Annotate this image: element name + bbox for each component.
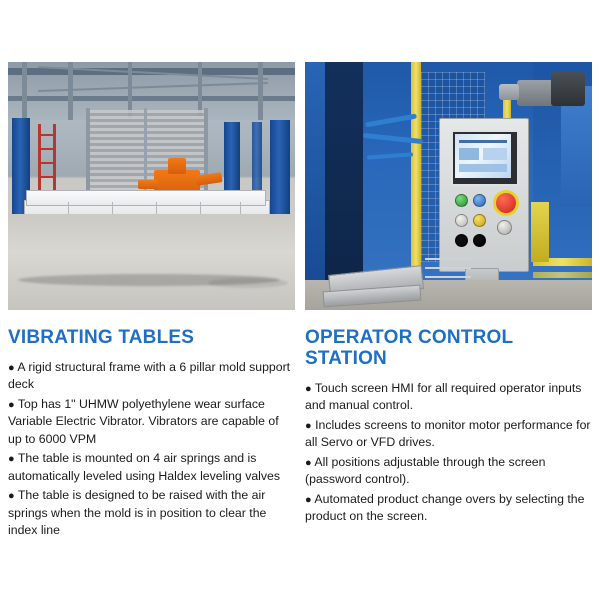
operator-control-station-photo [305, 62, 592, 310]
column-operator-control-station [305, 62, 592, 541]
bullet-icon: ● [8, 398, 15, 411]
list-item-text: A rigid structural frame with a 6 pillar mold support deck [8, 359, 291, 392]
list-item-text: All positions adjustable through the screen (password control). [305, 454, 546, 487]
bullet-icon: ● [305, 456, 312, 469]
list-item [8, 487, 295, 539]
bullet-icon: ● [305, 493, 312, 506]
bullet-icon: ● [8, 453, 15, 466]
list-item-text: Automated product change overs by selecting the product on the screen. [305, 491, 585, 523]
list-item [8, 450, 295, 485]
list-item [305, 380, 592, 415]
list-item [8, 359, 295, 394]
list-item [8, 396, 295, 448]
vibrating-tables-photo [8, 62, 295, 310]
list-item [305, 491, 592, 526]
bullet-icon: ● [8, 490, 15, 503]
list-item-text: Includes screens to monitor motor performance for all Servo or VFD drives. [305, 417, 591, 450]
bullet-list-operator-control-station [305, 380, 592, 526]
column-vibrating-tables [8, 62, 295, 541]
list-item-text: Touch screen HMI for all required operator inputs and manual control. [305, 380, 582, 413]
list-item [305, 454, 592, 489]
list-item-text: The table is mounted on 4 air springs and is automatically leveled using Haldex leveling valves [8, 451, 281, 483]
list-item [305, 417, 592, 452]
list-item-text: The table is designed to be raised with the air springs when the mold is in position to clear the index line [8, 488, 267, 537]
bullet-icon: ● [8, 361, 15, 374]
bullet-icon: ● [305, 419, 312, 432]
emergency-stop-button [493, 190, 519, 216]
section-heading-operator-control-station: OPERATOR CONTROL STATION [305, 327, 513, 369]
bullet-list-vibrating-tables [8, 359, 295, 540]
list-item-text: Top has 1" UHMW polyethylene wear surface Variable Electric Vibrator. Vibrators are capable of up to 6000 VPM [8, 396, 279, 446]
bullet-icon: ● [305, 382, 312, 395]
two-column-layout [8, 62, 592, 541]
section-heading-vibrating-tables: VIBRATING TABLES [8, 327, 195, 348]
